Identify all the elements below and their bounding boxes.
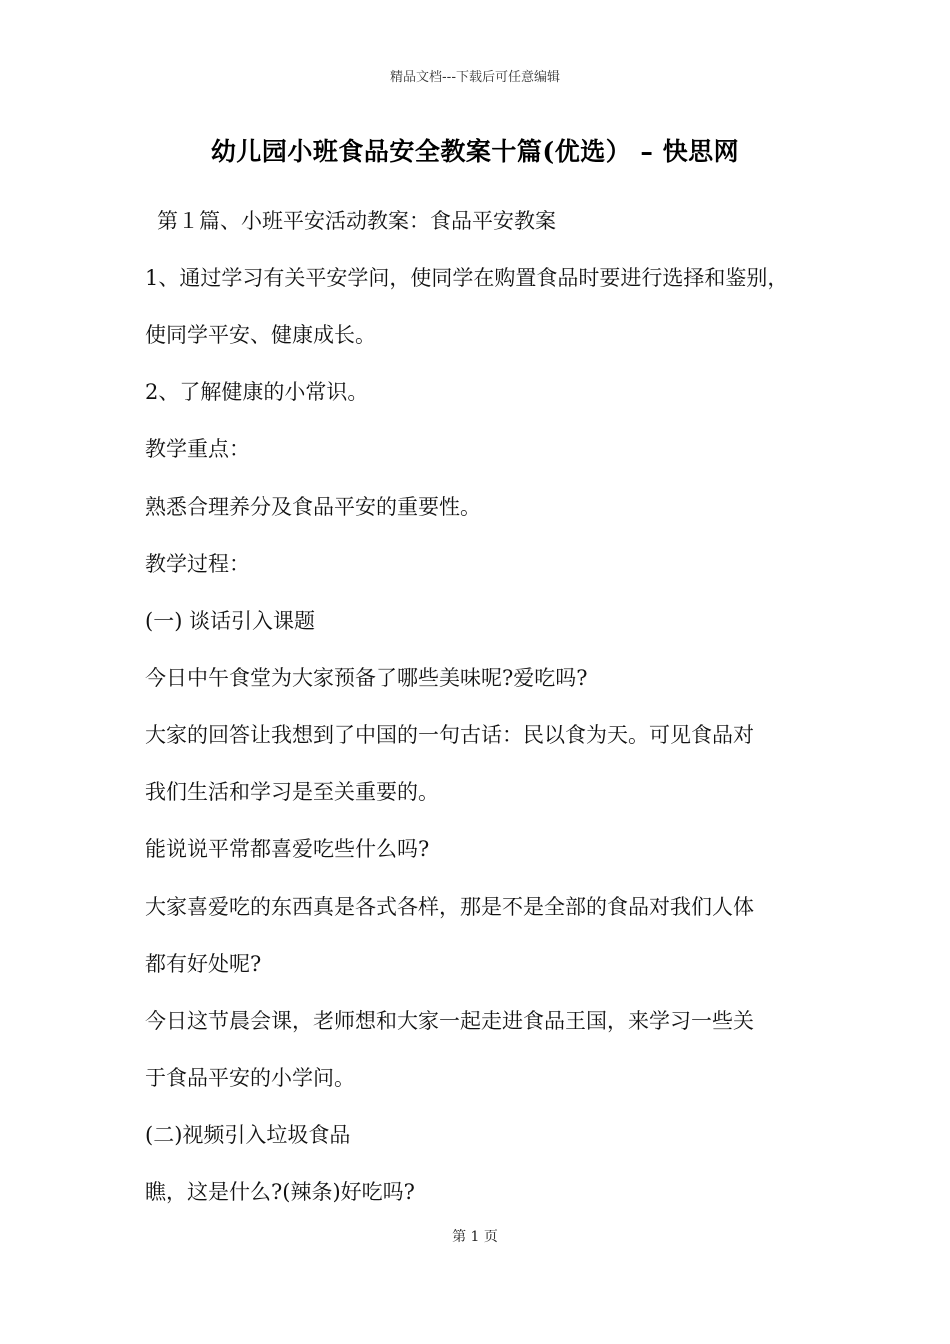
header-note: 精品文档---下载后可任意编辑 — [389, 70, 561, 85]
paragraph: 熟悉合理养分及食品平安的重要性。 — [145, 495, 481, 519]
paragraph: 教学过程： — [145, 552, 250, 576]
paragraph: 1、通过学习有关平安学问，使同学在购置食品时要进行选择和鉴别， — [145, 266, 789, 290]
paragraph: 我们生活和学习是至关重要的。 — [145, 780, 439, 804]
paragraph: 都有好处呢? — [145, 952, 262, 976]
paragraph: (二)视频引入垃圾食品 — [145, 1123, 351, 1147]
paragraph: 今日中午食堂为大家预备了哪些美味呢?爱吃吗? — [145, 666, 588, 690]
paragraph: 能说说平常都喜爱吃些什么吗? — [145, 837, 430, 861]
paragraph: 瞧，这是什么?(辣条)好吃吗? — [145, 1180, 415, 1204]
paragraph: 2、了解健康的小常识。 — [145, 380, 369, 404]
paragraph: 大家的回答让我想到了中国的一句古话：民以食为天。可见食品对 — [145, 723, 754, 747]
paragraph: 今日这节晨会课，老师想和大家一起走进食品王国，来学习一些关 — [145, 1009, 754, 1033]
paragraph: 教学重点： — [145, 437, 250, 461]
paragraph: 于食品平安的小学问。 — [145, 1066, 355, 1090]
paragraph: 使同学平安、健康成长。 — [145, 323, 376, 347]
paragraph: 大家喜爱吃的东西真是各式各样，那是不是全部的食品对我们人体 — [145, 895, 754, 919]
page-number: 第 1 页 — [452, 1229, 498, 1245]
paragraph: (一) 谈话引入课题 — [145, 609, 316, 633]
document-title: 幼儿园小班食品安全教案十篇(优选） – 快思网 — [210, 137, 740, 166]
section-heading: 第１篇、小班平安活动教案：食品平安教案 — [157, 209, 556, 233]
